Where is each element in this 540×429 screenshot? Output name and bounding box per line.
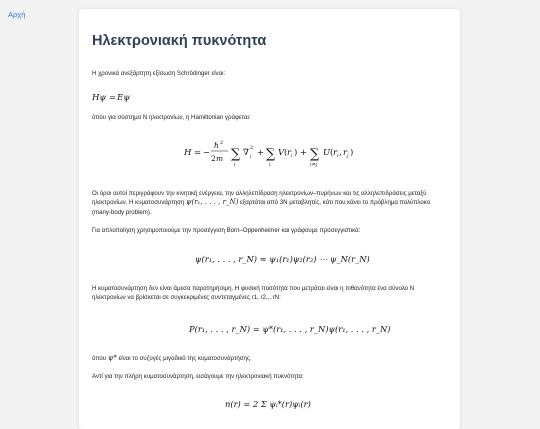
svg-text:∑: ∑	[231, 147, 241, 162]
svg-text:=: =	[194, 148, 202, 158]
svg-text:,: ,	[339, 148, 342, 158]
conjugate-paragraph	[92, 354, 448, 363]
schrodinger-equation-render	[92, 90, 152, 104]
svg-text:(: (	[330, 148, 334, 158]
density-intro: Αντί για την πλήρη κυματοσυνάρτηση, εισάγουμε την ηλεκτρονιακή πυκνότητα:	[92, 373, 304, 380]
svg-text:r: r	[287, 148, 292, 158]
hamiltonian-equation	[184, 135, 374, 171]
svg-text:i: i	[250, 154, 252, 160]
svg-text:i: i	[234, 162, 236, 168]
svg-text:2: 2	[211, 154, 216, 163]
hamiltonian-description	[92, 189, 448, 217]
svg-text:=: =	[109, 93, 117, 103]
svg-text:+: +	[300, 148, 308, 158]
svg-text:∑: ∑	[310, 147, 320, 162]
svg-text:i≠j: i≠j	[310, 162, 318, 168]
svg-text:U: U	[323, 148, 331, 158]
svg-text:m: m	[216, 154, 224, 163]
svg-text:): )	[350, 148, 354, 158]
svg-text:i: i	[337, 153, 339, 159]
svg-text:j: j	[347, 153, 349, 159]
density-equation: n(r) = 2 Σ ψᵢ*(r)ψᵢ(r)	[225, 399, 311, 409]
svg-text:r: r	[333, 148, 338, 158]
page-title: Ηλεκτρονιακή πυκνότητα	[92, 33, 267, 49]
born-oppenheimer-intro: Για απλοποίηση χρησιμοποιούμε την προσέγγιση Born–Oppenheimer και γράφουμε προσεγγιστικά:	[92, 227, 361, 234]
article-card	[79, 9, 460, 429]
home-link[interactable]: Αρχή	[8, 10, 26, 19]
svg-text:−: −	[203, 148, 211, 158]
svg-text:ℏ: ℏ	[214, 141, 219, 150]
svg-text:Hψ: Hψ	[92, 93, 107, 103]
hamiltonian-intro: όπου για σύστημα N ηλεκτρονίων, η Hamiltonian γράφεται:	[92, 114, 251, 121]
svg-text:(: (	[284, 148, 288, 158]
wavefunction-inline-math: ψ(r₁, . . . , r_N)	[185, 198, 239, 207]
svg-text:): )	[294, 148, 298, 158]
svg-text:i: i	[269, 162, 271, 168]
svg-text:H: H	[184, 148, 192, 158]
intro-paragraph: Η χρονικά ανεξάρτητη εξίσωση Schrödinger είναι:	[92, 70, 226, 77]
probability-equation: P(r₁, . . . , r_N) = ψ*(r₁, . . . , r_N)ψ(r₁, . . . , r_N)	[189, 324, 391, 334]
svg-text:∇: ∇	[243, 148, 249, 158]
svg-text:2: 2	[220, 140, 224, 146]
hamiltonian-description-b: εξαρτάται από 3N μεταβλητές, κάτι που κάνει το πρόβλημα πολύπλοκο (many-body problem).	[92, 199, 431, 216]
svg-text:V: V	[278, 148, 285, 158]
svg-text:∑: ∑	[266, 147, 276, 162]
svg-text:i: i	[291, 153, 293, 159]
hamiltonian-description-a: Οι όροι αυτοί περιγράφουν την κινητική ενέργεια, την αλληλεπίδραση ηλεκτρονίων–πυρήνων και τις αλληλεπιδράσεις μεταξύ ηλεκτρονίων. Η κυματοσυνάρτηση	[92, 190, 427, 207]
svg-text:Eψ: Eψ	[117, 93, 130, 103]
conjugate-inline-math: ψ*	[107, 354, 117, 362]
product-approximation-equation: ψ(r₁, . . . , r_N) ≈ ψ₁(r₁)ψ₂(r₂) ⋯ ψ_N(r_N)	[195, 254, 370, 264]
svg-text:r: r	[343, 148, 348, 158]
conjugate-text-b: είναι το συζυγές μιγαδικό της κυματοσυνάρτησης.	[118, 355, 252, 362]
conjugate-text-a: όπου	[92, 355, 107, 362]
schrodinger-equation	[92, 90, 152, 107]
probability-paragraph: Η κυματοσυνάρτηση δεν είναι άμεσα παρατηρήσιμη. Η φυσική ποσότητα που μετράται είναι η πιθανότητα ένα σύνολο N ηλεκτρονίων να βρίσκεται σε συγκεκριμένες συντεταγμένες r1, r2,...rN:	[92, 285, 415, 302]
svg-text:+: +	[257, 148, 265, 158]
svg-text:2: 2	[250, 145, 254, 151]
